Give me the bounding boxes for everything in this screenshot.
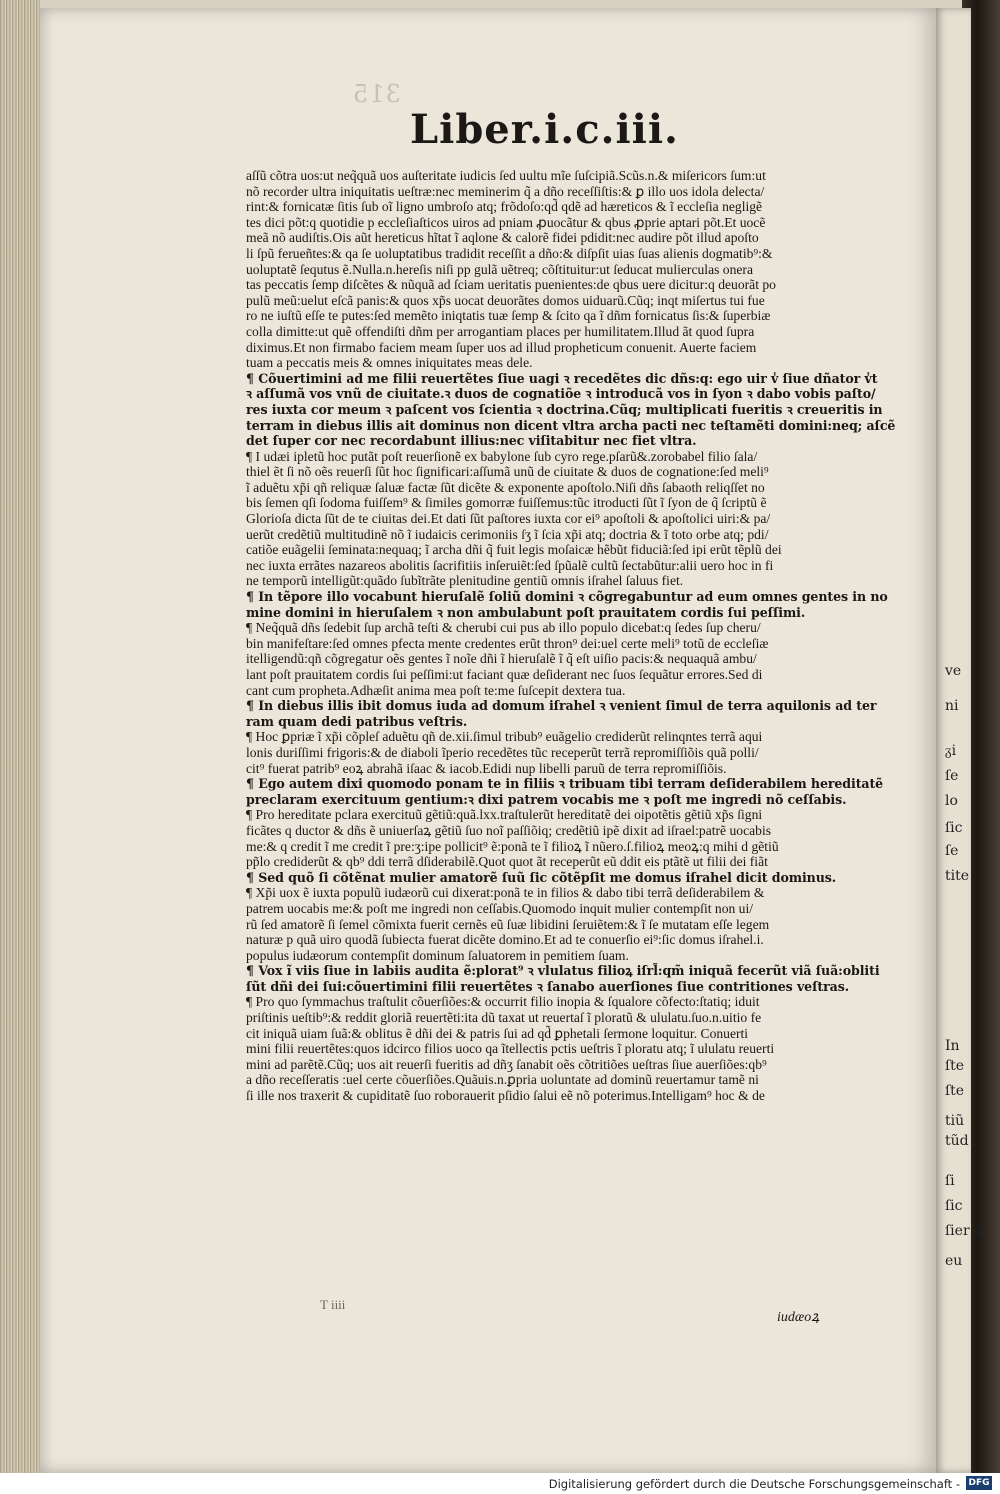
text-line: ĩ aduẽtu xp̃i qñ reliquæ ſaluæ factæ ſũt dicẽte & exponente apoſtolo.Niſi dñs ſabaoth reliqſſet no bbox=[246, 479, 765, 495]
funding-credit: Digitalisierung gefördert durch die Deutsche Forschungsgemeinschaft - bbox=[548, 1477, 960, 1491]
text-line: Glorioſa dicta ſũt de te ciuitas dei.Et dati ſũt paſtores iuxta cor ei⁹ apoſtoli & apoſtolici uiri:& pa/ bbox=[246, 511, 771, 527]
text-line: patrem uocabis me:& poſt me ingredi non ceſſabis.Quomodo inquit mulier contempſit non ui/ bbox=[246, 900, 754, 916]
text-line: pulũ meũ:uelut eſcã panis:& quos xp̃s uocat deuorãtes domos uiduarũ.Cũq; inqt miſertus tui fue bbox=[246, 292, 765, 308]
text-line: res iuxta cor meum ꝛ paſcent vos ſcientia ꝛ doctrina.Cũq; multiplicati fueritis ꝛ creueritis in bbox=[246, 401, 883, 417]
text-line: aſſũ cõtra uos:ut neq̃quã uos auſteritate iudicis ſed uultu mĩe ſuſcipiã.Scũs.n.& miſericors ſum:ut bbox=[246, 168, 766, 183]
text-line: mini filii reuertẽtes:quos idcirco filios uoco qa ĩtellectis pctis ueſtris ĩ ploratu atq; ĩ ululatu reuerti bbox=[246, 1041, 775, 1057]
facing-page-fragment: ſe bbox=[945, 843, 959, 859]
text-line: diximus.Et non firmabo faciem meam ſuper uos ad illud propheticum conuenit. Auerte faciem bbox=[246, 339, 757, 355]
dfg-logo: DFG bbox=[966, 1476, 992, 1490]
catchword: iudæoꝝ bbox=[777, 1310, 820, 1325]
facing-page-fragment: lo bbox=[945, 793, 958, 809]
text-line: ficãtes q ductor & dñs ẽ uniuerſaꝝ gẽtiũ ſuo noĩ paſſiõiq; credẽtiũ ipẽ dixit ad iſrael:patrẽ uocabis bbox=[246, 822, 772, 838]
text-line: mine domini in hieruſalem ꝛ non ambulabunt poſt prauitatem cordis ſui peſſimi. bbox=[246, 604, 806, 620]
text-line: ſũt dñi dei ſui:cõuertimini filii reuertẽtes ꝛ ſanabo auerſiones ſiue contritiones veſtras. bbox=[246, 978, 849, 994]
main-text-block bbox=[246, 168, 911, 1104]
text-line: ¶ Xp̃i uox ẽ iuxta populũ iudæorũ cui dixerat:ponã te in filios & dabo tibi terrã deſiderabilem & bbox=[246, 885, 765, 901]
text-line: ¶ Pro hereditate pclara exercituũ gẽtiũ:quã.lxx.traſtulerũt hereditatẽ dei oipotẽtis gẽtiũ xp̃s ſigni bbox=[246, 807, 763, 823]
facing-page-fragment: ᵹi bbox=[945, 743, 957, 759]
text-line: ¶ Cõuertimini ad me filii reuertẽtes ſiue uagi ꝛ recedẽtes dic dñs:q: ego uir v̾ ſiue dñator v̾t bbox=[246, 370, 878, 386]
running-title: Liber.i.c.iii. bbox=[410, 106, 679, 153]
text-line: tas peccatis ſemp diſcẽtes & nũquã ad ſciam ueritatis puenientes:de qbus uere dicitur:q deuorãt po bbox=[246, 277, 776, 293]
facing-page-fragment: ſte bbox=[945, 1058, 965, 1074]
text-line: naturæ p quã uiro quodã ſubiecta fuerat dicẽte domino.Et ad te conuerſio ei⁹:ſic domus iſrahel.i. bbox=[246, 932, 764, 948]
text-line: nec iuxta errãtes nazareos abolitis ſacrifitiis inſeruiẽt:ſed ſpũalẽ cultũ ſectabũtur:alii uero hoc in fi bbox=[246, 557, 774, 573]
text-line: rũ ſed amatorẽ ſi ſemel cõmixta fuerit cernẽs eũ ſuæ libidini ſeruiẽtem:& ĩ ſe mutatam eſſe legem bbox=[246, 916, 770, 932]
facing-page-fragment: ſe bbox=[945, 768, 959, 784]
text-line: nõ recorder ultra iniquitatis ueſtræ:nec meminerim q̃ a dño receſſiſtis:& ꝑ illo uos idola delecta/ bbox=[246, 183, 765, 199]
text-line: ne temporũ intelligũt:quãdo ſubĩtrãte plenitudine gentiũ omnis iſrahel ſaluus fiet. bbox=[246, 573, 684, 589]
text-line: ¶ In tẽpore illo vocabunt hieruſalẽ ſoliũ domini ꝛ cõgregabuntur ad eum omnes gentes in no bbox=[246, 589, 888, 605]
text-line: bin manifeſtare:ſed omnes pfecta mente credentes erũt thron⁹ dei:uel certe meli⁹ totũ de eccleſiæ bbox=[246, 635, 769, 651]
text-line: me:& q credit ĩ me credit ĩ pre:ʒ:ipe pollicit⁹ ẽ:ponã te ĩ filioꝝ ĩ nũero.ſ.filioꝝ meoꝝ:q mihi d gẽtiũ bbox=[246, 838, 779, 854]
text-line: cant cum propheta.Adhæſit anima mea poſt te:me ſuſcepit dextera tua. bbox=[246, 682, 626, 698]
text-line: ¶ In diebus illis ibit domus iuda ad domum iſrahel ꝛ venient ſimul de terra aquilonis ad ter bbox=[246, 698, 877, 714]
text-line: pp̃lo crediderũt & qb⁹ ddi terrã dſiderabilẽ.Quot quot ãt receperũt eũ ddit eis ptãtẽ ut filii dei fiãt bbox=[246, 854, 768, 870]
text-line: ram quam dedi patribus veſtris. bbox=[246, 713, 468, 729]
text-line: terram in diebus illis ait dominus non dicent vltra archa pacti nec teſtamẽti domini:neq; aſcẽ bbox=[246, 417, 896, 433]
text-line: cit⁹ fuerat patrib⁹ eoꝝ abrahã iſaac & iacob.Edidi nup libelli paruũ de terra repromiſſiõis. bbox=[246, 760, 727, 776]
text-line: ꝛ aſſumã vos vnũ de ciuitate.ꝛ duos de cognatiõe ꝛ introducã vos in ſyon ꝛ dabo vobis paſto/ bbox=[246, 386, 876, 402]
text-line: cit iniquã uiam ſuã:& oblitus ẽ dñi dei & patris ſui ad qd̃ ꝑphetali ſermone loquitur. Conuerti bbox=[246, 1025, 749, 1041]
text-line: populus iudæorum contempſit dominum ſaluatorem in pemitiem ſuam. bbox=[246, 947, 629, 963]
text-line: ¶ Neq̃quã dñs ſedebit ſup archã teſti & cherubi cui pus ab illo populo dicebat:q ſedes ſup cheru/ bbox=[246, 620, 761, 636]
text-line: tuam a peccatis meis & omnes iniquitates meas dele. bbox=[246, 355, 533, 371]
text-line: uerũt credẽtiũ multitudinẽ nõ ĩ iudaicis cerimoniis ſʒ ĩ ſcia xp̃i atq; doctria & ĩ toto orbe atq; pdi/ bbox=[246, 526, 769, 542]
facing-page-fragment: ſi bbox=[945, 1173, 955, 1189]
text-line: colla dimitte:ut quẽ offendiſti dñm per arrogantiam places per humilitatem.Illud ãt quod ſupra bbox=[246, 323, 755, 339]
text-line: preclaram exercituum gentium:ꝛ dixi patrem vocabis me ꝛ poſt me ingredi nõ ceſſabis. bbox=[246, 791, 847, 807]
facing-page-fragment: ni bbox=[945, 698, 959, 714]
facing-page-fragment: ve bbox=[945, 663, 962, 679]
text-line: ¶ Sed quõ ſi cõtẽnat mulier amatorẽ ſuũ ſic cõtẽpſit me domus iſrahel dicit dominus. bbox=[246, 869, 837, 885]
facing-page-fragment: tiũ bbox=[945, 1113, 965, 1129]
text-line: a dño receſſeratis :uel certe cõuerſiões.Quãuis.n.ꝑpria uoluntate ad dominũ reuertamur tamẽ ni bbox=[246, 1072, 759, 1088]
facing-page-fragment: ſic bbox=[945, 1198, 963, 1214]
text-line: li ſpũ ferueñtes:& qa ſe uoluptatibus tradidit receſſit a dño:& diſpſit uias ſuas alienis dogmatib⁹:& bbox=[246, 245, 773, 261]
facing-page-fragment: eu bbox=[945, 1253, 963, 1269]
text-line: tes dici põt:q quotidie p eccleſiaſticos uiros ad pniam ꝓuocãtur & qbus ꝓprie aptari põt.Et uocẽ bbox=[246, 214, 766, 230]
footer-bar bbox=[0, 1473, 1000, 1494]
facing-page-fragment: tũd bbox=[945, 1133, 969, 1149]
signature-mark: T iiii bbox=[320, 1297, 346, 1312]
text-line: lonis duriſſimi frigoris:& de diaboli ĩperio recedẽtes tũc receperũt terrã repromiſſiõis quã polli/ bbox=[246, 744, 759, 760]
text-line: ¶ Vox ĩ viis ſiue in labiis audita ẽ:plorat⁹ ꝛ vlulatus filioꝝ iſrl̃:qm̃ iniquã fecerũt viã ſuã:obliti bbox=[246, 963, 880, 979]
facing-page-fragment: ſte bbox=[945, 1083, 965, 1099]
text-line: bis ſemen qſi ſodoma fuiſſem⁹ & ſimiles gomorræ fuiſſemus:tũc itroducti ſũt ĩ ſyon de q̃ ſcriptũ ẽ bbox=[246, 495, 767, 511]
facing-page-fragment: ſier d bbox=[945, 1223, 984, 1239]
text-line: ¶ Pro quo ſymmachus traſtulit cõuerſiões:& occurrit filio inopia & ſqualore cõfecto:ſtatiq; iduit bbox=[246, 994, 760, 1010]
facing-page-fragment: ſic bbox=[945, 820, 963, 836]
show-through-folio: 315 bbox=[352, 80, 401, 108]
facing-page-fragment: In bbox=[945, 1038, 960, 1054]
facing-page-fragment: tite bbox=[945, 868, 970, 884]
text-line: meã nõ audiſtis.Ois aũt hereticus hĩtat ĩ aqlone & calorẽ fidei pdidit:nec audire põt illud apoſto bbox=[246, 230, 759, 246]
facing-page bbox=[935, 8, 984, 1473]
text-line: uoluptatẽ ſequtus ẽ.Nulla.n.hereſis niſi pp gulã uẽtreq; cõſtituitur:ut ſeducat mulierculas onera bbox=[246, 261, 753, 277]
page-edge-stack bbox=[0, 0, 40, 1494]
text-line: catiõe euãgelii ſeminata:nequaq; ĩ archa dñi q̃ fuit legis moſaicæ hẽbũt fiduciã:ſed ipi erũt tẽplũ dei bbox=[246, 542, 782, 558]
text-line: ¶ Hoc ꝑpriæ ĩ xp̃i cõpleſ aduẽtu qñ de.xii.ſimul tribub⁹ euãgelio crediderũt relinqntes terrã aqui bbox=[246, 729, 763, 745]
book-page bbox=[40, 8, 936, 1473]
text-line: priſtinis ueſtib⁹:& reddit gloriã reuertẽti:ita dũ taxat ut reuertaſ ĩ ploratũ & ululatu.ſuo.n.uitio fe bbox=[246, 1010, 762, 1026]
text-line: rint:& fornicatæ ſitis ſub oĩ ligno umbroſo atq; frõdoſo:qd̃ qdẽ ad hæreticos & ĩ eccleſia negligẽ bbox=[246, 199, 763, 215]
text-line: ¶ Ego autem dixi quomodo ponam te in filiis ꝛ tribuam tibi terram deſiderabilem hereditatẽ bbox=[246, 776, 884, 792]
text-line: mini ad parẽtẽ.Cũq; uos ait reuerſi fueritis ad dñʒ ſanabit oẽs cõtritiões ueſtras ſiue auerſiões:qb⁹ bbox=[246, 1056, 767, 1072]
text-line: lant poſt prauitatem cordis ſui peſſimi:ut faciant quæ deſiderant nec ſuos ſequãtur errores.Sed di bbox=[246, 667, 763, 682]
text-line: itelligendũ:qñ cõgregatur oẽs gentes ĩ noĩe dñi ĩ hieruſalẽ ĩ q̃ eſt uiſio pacis:& nequaquã ambu/ bbox=[246, 651, 757, 667]
text-line: thiel ẽt ſi nõ oẽs reuerſi ſũt hoc ſignificari:aſſumã unũ de ciuitate & duos de cognatione:ſed meli⁹ bbox=[246, 464, 769, 480]
text-line: ſi ille nos traxerit & cupiditatẽ ſuo roborauerit pſidio ſalui eẽ nõ poterimus.Intelligam⁹ hoc & de bbox=[246, 1088, 765, 1104]
text-line: det ſuper cor nec recordabunt illius:nec viſitabitur nec fiet vltra. bbox=[246, 433, 697, 449]
text-line: ro ne iuſtũ eſſe te putes:ſed memẽto iniqtatis tuæ ſemp & ſcito qa ĩ dñm fornicatus ſis:& ſuperbiæ bbox=[246, 308, 771, 324]
text-line: ¶ I udæi ipletũ hoc putãt poſt reuerſionẽ ex babylone ſub cyro rege.pſarũ&.zorobabel filio ſala/ bbox=[246, 448, 758, 464]
